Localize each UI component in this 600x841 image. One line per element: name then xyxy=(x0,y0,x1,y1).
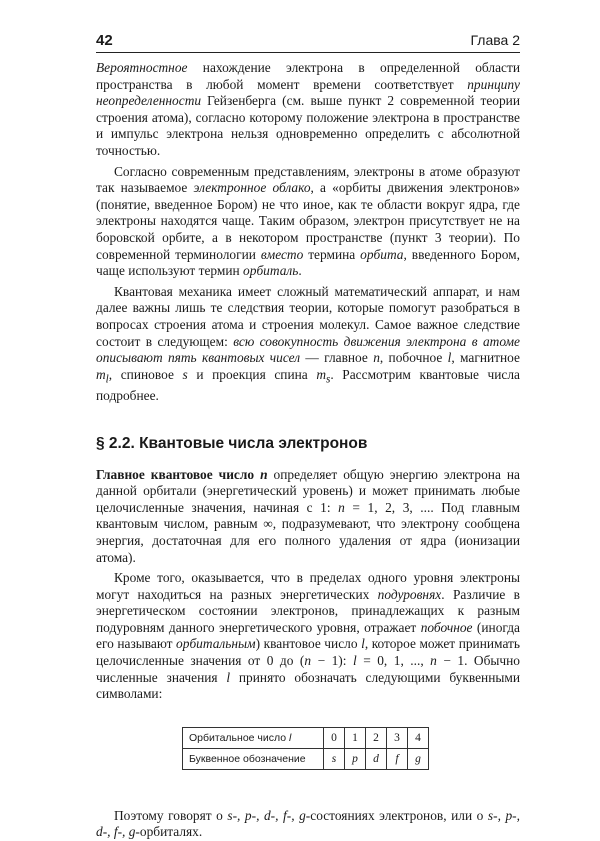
table-cell: 4 xyxy=(408,727,429,748)
page-number: 42 xyxy=(96,32,113,49)
table-cell: s xyxy=(324,748,345,769)
page-body xyxy=(96,60,520,841)
section-heading: § 2.2. Квантовые числа электронов xyxy=(96,434,368,452)
table-cell: 0 xyxy=(324,727,345,748)
table-row xyxy=(183,727,429,748)
table-cell: p xyxy=(345,748,366,769)
table-row xyxy=(183,748,429,769)
paragraph-electron-cloud: Согласно современным представлениям, электроны в атоме образуют так называемое электронное облако, а «орбиты движения электронов» (понятие, введенное Бором) не что иное, как те области вокруг ядра, где электроны находятся чаще. Таким образом, электрон присутствует не на боровской орбите, а в некотором пространстве (пункт 3 теории). По современной терминологии вместо термина орбита, введенного Бором, чаще используют термин орбиталь. xyxy=(96,163,520,279)
table-row-label: Буквенное обозначение xyxy=(183,748,324,769)
table-cell: d xyxy=(366,748,387,769)
paragraph-principal-number: Главное квантовое число n определяет общую энергию электрона на данной орбитали (энергетический уровень) и может принимать любые целочисленные значения, начиная с 1: n = 1, 2, 3, .... Под главным квантовым числом, равным ∞, подразумевают, что электрону сообщена энергия, достаточная для его полного удаления от ядра (ионизации атома). xyxy=(96,466,520,565)
paragraph-uncertainty: Вероятностное нахождение электрона в определенной области пространства в любой момент времени соответствует принципу неопределенности Гейзенберга (см. выше пункт 2 современной теории строения атома), согласно которому положение электрона в пространстве и импульс электрона нельзя одновременно определить с абсолютной точностью. xyxy=(96,60,520,158)
table-cell: f xyxy=(387,748,408,769)
paragraph-orbital-names: Поэтому говорят о s-, p-, d-, f-, g-состояниях электронов, или о s-, p-, d-, f-, g-орбиталях. xyxy=(96,807,520,840)
paragraph-quantum-mechanics: Квантовая механика имеет сложный математический аппарат, и нам далее важны лишь те следствия теории, которые помогут разобраться в вопросах строения атома и строения молекул. Самое важное следствие состоит в следующем: всю совокупность движения электрона в атоме описывают пять квантовых чисел — главное n, побочное l, магнитное $m_l$, спиновое s и проекция спина $m_s$. Рассмотрим квантовые числа подробнее. xyxy=(96,283,521,403)
page-header xyxy=(96,30,520,53)
paragraph-sublevels: Кроме того, оказывается, что в пределах одного уровня электроны могут находиться на разных энергетических подуровнях. Различие в энергетическом состоянии электронов, принадлежащих к разным подуровням данного энергетического уровня, отражает побочное (иногда его называют орбитальным) квантовое число l, которое может принимать целочисленные значения от 0 до (n − 1): l = 0, 1, ..., n − 1. Обычно численные значения l принято обозначать следующими буквенными символами: xyxy=(96,570,520,702)
table-row-label: Орбитальное число l xyxy=(183,727,324,748)
table-cell: g xyxy=(408,748,429,769)
table-cell: 3 xyxy=(387,727,408,748)
chapter-title: Глава 2 xyxy=(470,32,520,48)
table-cell: 1 xyxy=(345,727,366,748)
table-cell: 2 xyxy=(366,727,387,748)
orbital-table xyxy=(182,727,429,770)
